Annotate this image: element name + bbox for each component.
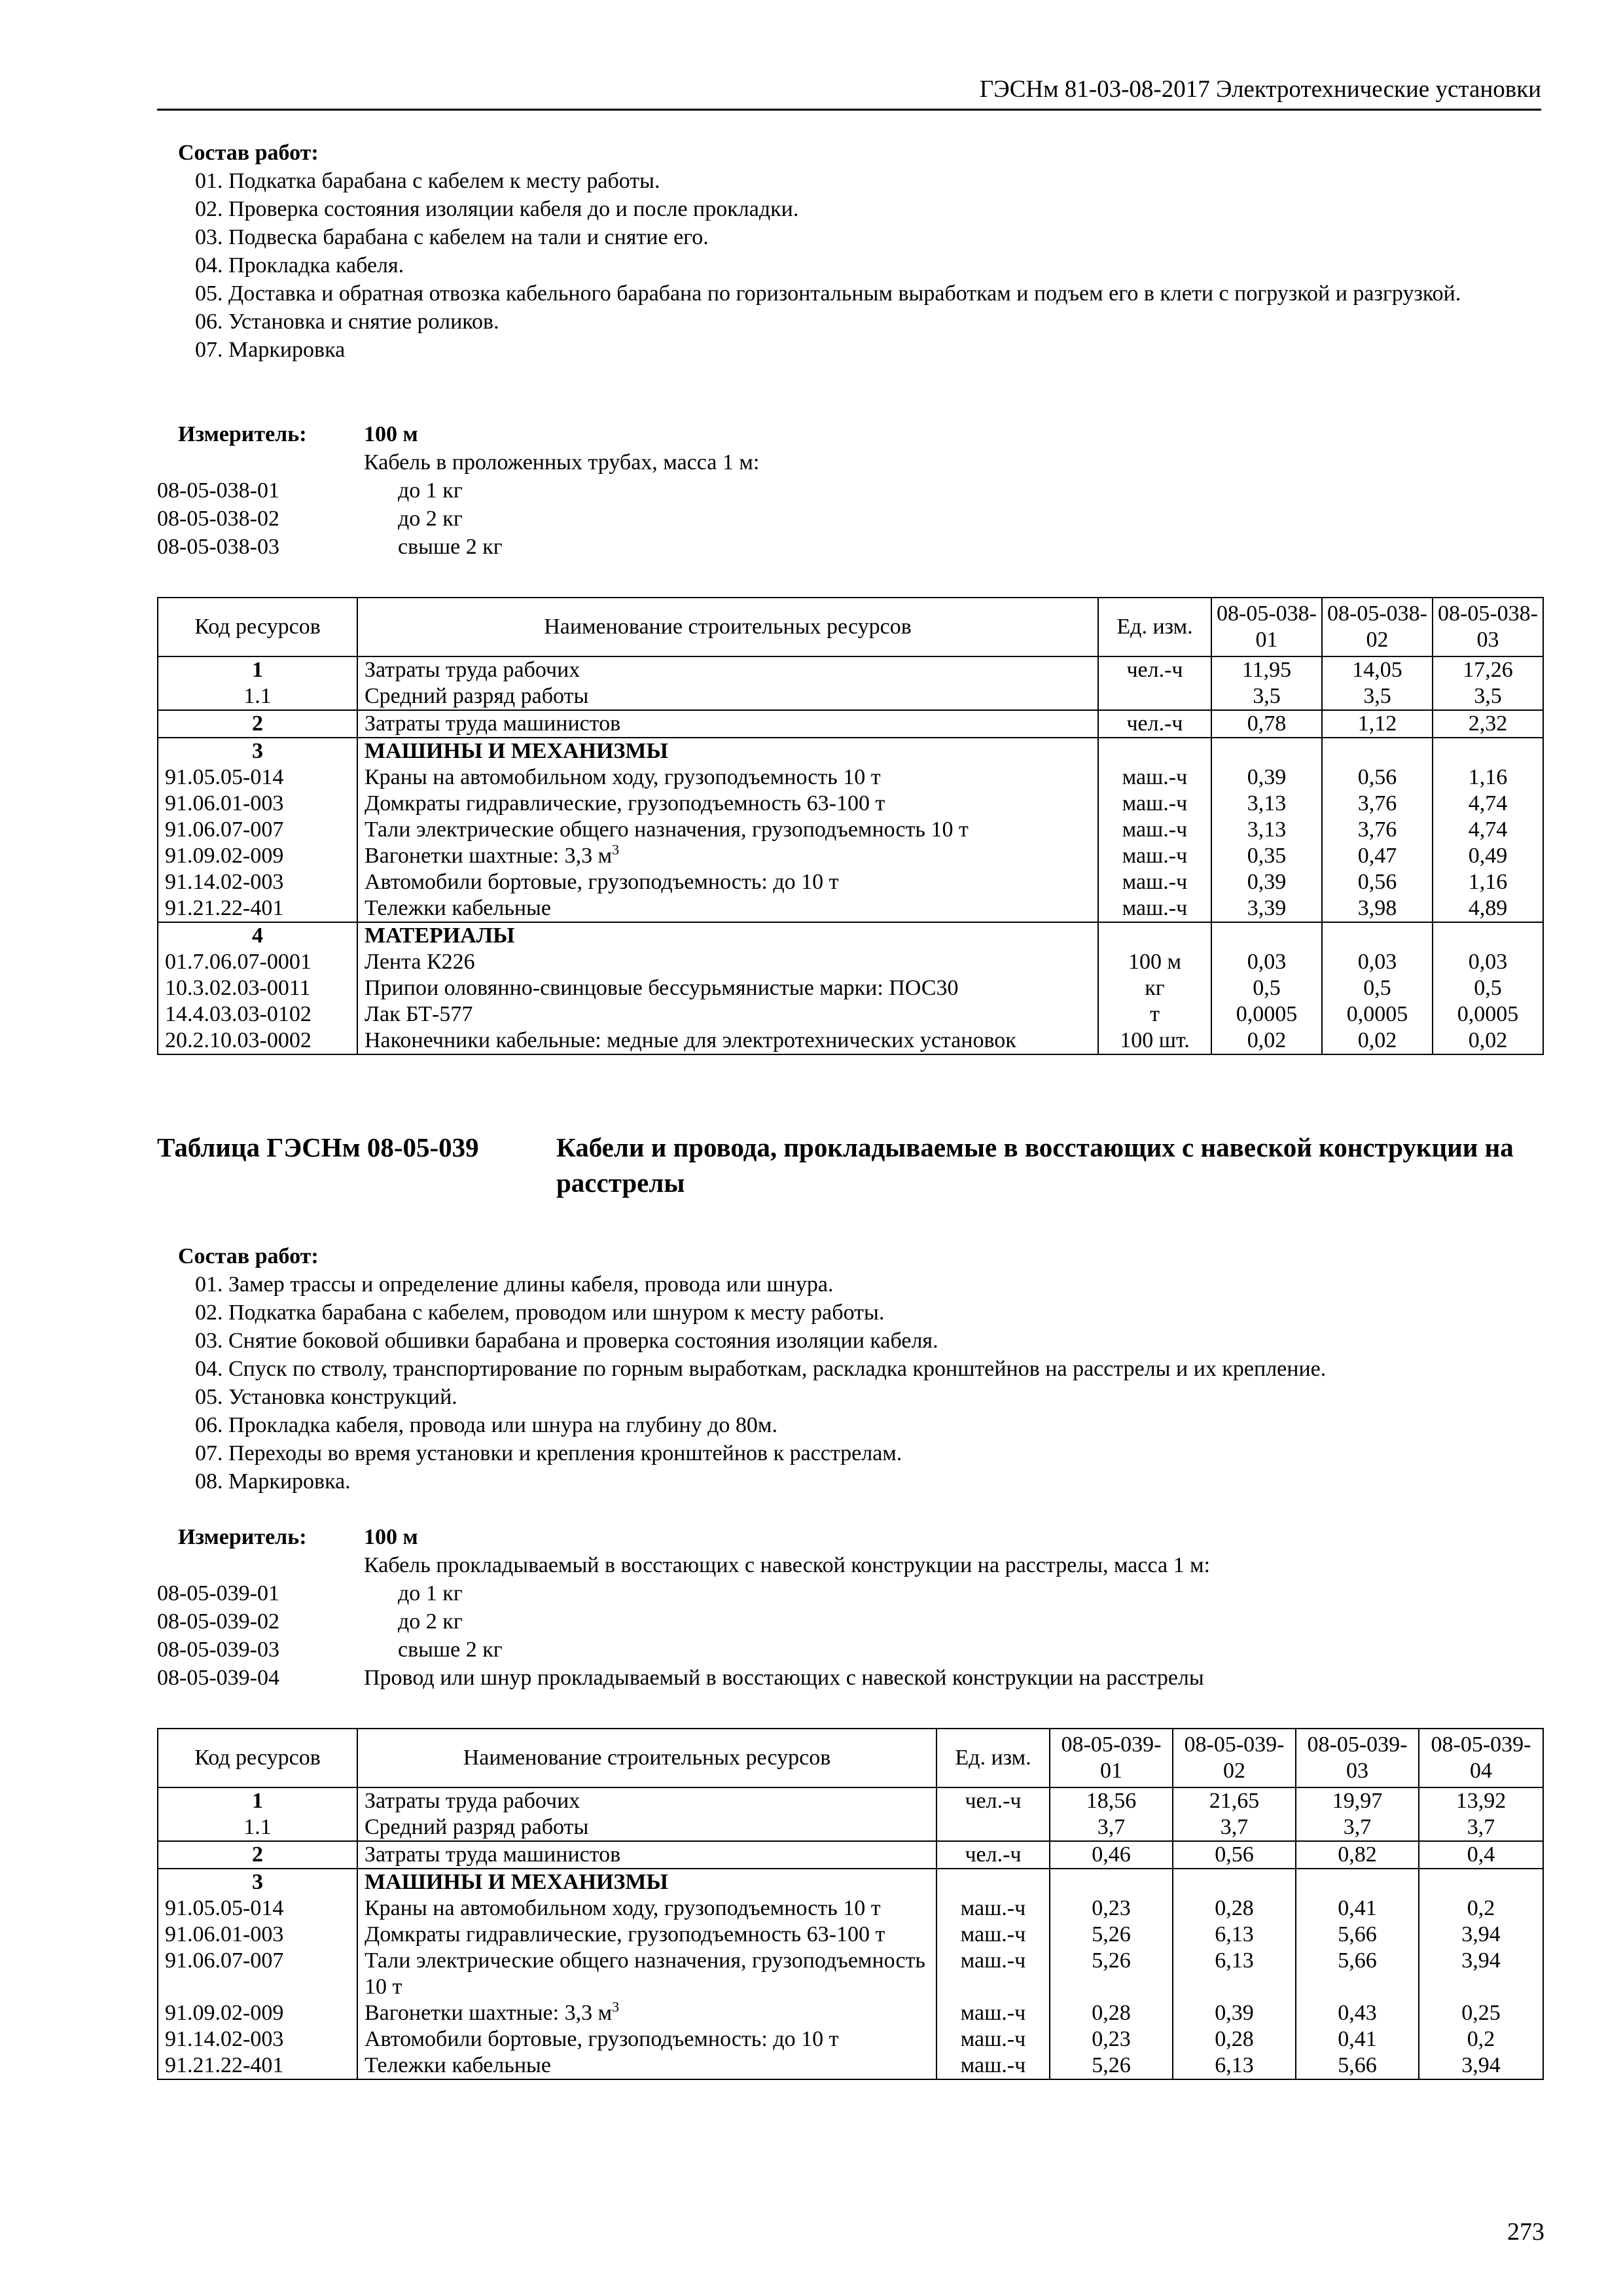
resource-value: 0,39	[1211, 869, 1322, 895]
resource-name	[357, 895, 1098, 922]
table-row	[158, 1841, 1543, 1869]
resource-code: 91.05.05-014	[158, 764, 357, 791]
column-header: Код ресурсов	[158, 1729, 357, 1787]
resource-name	[357, 2000, 936, 2026]
resource-name	[357, 2053, 936, 2079]
resource-code: 91.05.05-014	[158, 1895, 357, 1922]
resource-name-text: Припои оловянно-свинцовые бессурьмянистые марки: ПОС30	[365, 976, 959, 1000]
resource-value: 3,94	[1419, 2053, 1543, 2079]
table-row	[158, 869, 1543, 895]
table-row	[158, 1787, 1543, 1814]
table-row	[158, 817, 1543, 843]
column-header: 08-05-038-01	[1211, 598, 1322, 656]
resource-value: 0,4	[1419, 1841, 1543, 1869]
resource-value: 0,23	[1050, 2026, 1173, 2053]
resource-code: 2	[158, 1841, 357, 1869]
resource-value: 3,98	[1322, 895, 1433, 922]
resource-value: 0,02	[1322, 1028, 1433, 1054]
table-row	[158, 1001, 1543, 1028]
resource-value: 0,0005	[1433, 1001, 1543, 1028]
resource-name-text: МАШИНЫ И МЕХАНИЗМЫ	[365, 1870, 668, 1894]
table-row	[158, 2053, 1543, 2079]
variant-row	[157, 533, 1551, 561]
variant-description: Провод или шнур прокладываемый в восстающих с навеской конструкции на расстрелы	[364, 1666, 1204, 1690]
resource-code: 91.21.22-401	[158, 2053, 357, 2079]
resource-value: 11,95	[1211, 656, 1322, 683]
table-row	[158, 1895, 1543, 1922]
resource-name-text: Лента К226	[365, 950, 475, 974]
resource-name	[357, 1948, 936, 2000]
resource-value: 0,03	[1211, 949, 1322, 975]
variant-code: 08-05-038-03	[157, 535, 279, 559]
work-item: 07. Маркировка	[195, 338, 346, 362]
resource-value: 0,02	[1433, 1028, 1543, 1054]
variant-code: 08-05-039-04	[157, 1666, 279, 1690]
resource-code: 1.1	[158, 1814, 357, 1841]
resource-value: 4,74	[1433, 817, 1543, 843]
resource-code: 91.21.22-401	[158, 895, 357, 922]
resource-value: 4,74	[1433, 791, 1543, 817]
resource-name-text: Затраты труда машинистов	[365, 711, 621, 736]
table-row	[158, 1922, 1543, 1948]
resource-name-text: Тали электрические общего назначения, грузоподъемность 10 т	[365, 1948, 925, 1999]
resource-value: 0,43	[1296, 2000, 1419, 2026]
group-description-row	[157, 448, 1551, 476]
resource-code: 3	[158, 1869, 357, 1895]
resource-name	[357, 1028, 1098, 1054]
work-item: 01. Замер трассы и определение длины кабеля, провода или шнура.	[195, 1272, 834, 1297]
work-item: 05. Доставка и обратная отвозка кабельного барабана по горизонтальным выработкам и подъем его в клети с погрузкой и разгрузкой.	[195, 281, 1461, 306]
resource-name-text: Затраты труда машинистов	[365, 1842, 621, 1867]
resource-name-text: Средний разряд работы	[365, 1815, 589, 1839]
table-row	[158, 1814, 1543, 1841]
resource-value: 6,13	[1173, 1922, 1296, 1948]
resource-code: 14.4.03.03-0102	[158, 1001, 357, 1028]
resource-code: 1.1	[158, 683, 357, 710]
work-item: 06. Установка и снятие роликов.	[195, 310, 499, 334]
resource-value: 3,7	[1419, 1814, 1543, 1841]
table-row	[158, 656, 1543, 683]
column-header: 08-05-038-02	[1322, 598, 1433, 656]
section1	[157, 139, 1551, 364]
work-composition-list	[157, 167, 1551, 364]
table-row	[158, 791, 1543, 817]
resource-value: 17,26	[1433, 656, 1543, 683]
column-header: Наименование строительных ресурсов	[357, 598, 1098, 656]
group-description: Кабель в проложенных трубах, масса 1 м:	[364, 450, 760, 475]
resource-value: 3,76	[1322, 817, 1433, 843]
superscript: 3	[612, 841, 620, 858]
variant-row	[157, 1664, 1551, 1692]
resource-value: 0,35	[1211, 843, 1322, 869]
resource-value: 0,5	[1211, 975, 1322, 1001]
resource-value	[1296, 1869, 1419, 1895]
resource-name-text: Автомобили бортовые, грузоподъемность: до 10 т	[365, 870, 839, 894]
resource-value: 14,05	[1322, 656, 1433, 683]
resource-value: 3,5	[1322, 683, 1433, 710]
resource-value: 2,32	[1433, 710, 1543, 738]
resource-name-text: Краны на автомобильном ходу, грузоподъемность 10 т	[365, 1896, 881, 1920]
resource-value: 0,28	[1050, 2000, 1173, 2026]
section2	[157, 1242, 1551, 1496]
table-row	[158, 683, 1543, 710]
table-row	[158, 710, 1543, 738]
resource-code: 01.7.06.07-0001	[158, 949, 357, 975]
resource-value: 5,26	[1050, 2053, 1173, 2079]
resource-name-text: Тали электрические общего назначения, грузоподъемность 10 т	[365, 817, 969, 842]
resource-value: 5,26	[1050, 1948, 1173, 2000]
work-item: 02. Подкатка барабана с кабелем, проводом или шнуром к месту работы.	[195, 1300, 885, 1325]
resource-unit: маш.-ч	[936, 1948, 1050, 2000]
superscript: 3	[612, 1998, 620, 2015]
resource-unit: чел.-ч	[1098, 710, 1211, 738]
table-row	[158, 895, 1543, 922]
resource-code: 3	[158, 738, 357, 764]
variant-code: 08-05-039-02	[157, 1609, 279, 1634]
column-header: 08-05-039-02	[1173, 1729, 1296, 1787]
variant-row	[157, 1636, 1551, 1664]
meter-value: 100 м	[364, 422, 418, 446]
resource-value	[1433, 738, 1543, 764]
resource-value: 0,25	[1419, 2000, 1543, 2026]
resource-value: 0,03	[1433, 949, 1543, 975]
meter-row	[157, 420, 1551, 448]
resource-value: 1,16	[1433, 869, 1543, 895]
resource-name-text: Домкраты гидравлические, грузоподъемность 63-100 т	[365, 791, 885, 816]
resource-value: 6,13	[1173, 2053, 1296, 2079]
resource-name	[357, 1869, 936, 1895]
column-header: Ед. изм.	[936, 1729, 1050, 1787]
resource-value: 0,5	[1322, 975, 1433, 1001]
resource-value: 0,5	[1433, 975, 1543, 1001]
resource-code: 91.09.02-009	[158, 2000, 357, 2026]
resource-name	[357, 1787, 936, 1814]
resource-name	[357, 1001, 1098, 1028]
resource-code: 10.3.02.03-0011	[158, 975, 357, 1001]
resource-name	[357, 949, 1098, 975]
resource-name	[357, 791, 1098, 817]
meter-label: Измеритель:	[178, 1525, 307, 1549]
resource-name	[357, 738, 1098, 764]
variant-description: до 2 кг	[398, 1609, 463, 1634]
resource-unit: чел.-ч	[936, 1841, 1050, 1869]
variant-description: свыше 2 кг	[398, 1638, 503, 1662]
column-header: 08-05-038-03	[1433, 598, 1543, 656]
resource-name-text: Вагонетки шахтные: 3,3 м	[365, 2001, 613, 2025]
resource-value: 5,66	[1296, 2053, 1419, 2079]
resource-name	[357, 869, 1098, 895]
table-row	[158, 922, 1543, 949]
resource-name-text: МАТЕРИАЛЫ	[365, 924, 515, 948]
resource-value: 0,41	[1296, 1895, 1419, 1922]
resource-code: 1	[158, 1787, 357, 1814]
column-header: 08-05-039-04	[1419, 1729, 1543, 1787]
resource-unit	[1098, 922, 1211, 949]
resource-unit: чел.-ч	[936, 1787, 1050, 1814]
resource-value: 5,66	[1296, 1948, 1419, 2000]
variant-row	[157, 476, 1551, 505]
resource-name	[357, 656, 1098, 683]
resource-unit	[1098, 738, 1211, 764]
resource-value: 0,23	[1050, 1895, 1173, 1922]
work-item: 04. Прокладка кабеля.	[195, 253, 404, 278]
variant-row	[157, 1607, 1551, 1636]
column-header: 08-05-039-03	[1296, 1729, 1419, 1787]
meter-row	[157, 1523, 1551, 1551]
resource-name	[357, 1922, 936, 1948]
variant-list	[157, 476, 1551, 561]
resource-value: 0,49	[1433, 843, 1543, 869]
table-title-name: Кабели и провода, прокладываемые в восстающих с навеской конструкции на расстрелы	[556, 1132, 1514, 1198]
resource-name	[357, 710, 1098, 738]
resource-name-text: Домкраты гидравлические, грузоподъемность 63-100 т	[365, 1922, 885, 1946]
resource-value: 3,5	[1433, 683, 1543, 710]
table-row	[158, 1948, 1543, 2000]
resource-value: 0,2	[1419, 2026, 1543, 2053]
resource-name	[357, 843, 1098, 869]
resource-name-text: Автомобили бортовые, грузоподъемность: до 10 т	[365, 2027, 839, 2051]
variant-description: до 1 кг	[398, 478, 463, 503]
resource-unit	[1098, 683, 1211, 710]
resource-value	[1050, 1869, 1173, 1895]
resource-code: 91.06.07-007	[158, 1948, 357, 2000]
resource-name	[357, 683, 1098, 710]
resource-name-text: Затраты труда рабочих	[365, 1789, 580, 1813]
resource-name-text: Тележки кабельные	[365, 896, 551, 920]
resource-code: 91.09.02-009	[158, 843, 357, 869]
resource-code: 2	[158, 710, 357, 738]
work-item: 01. Подкатка барабана с кабелем к месту работы.	[195, 169, 660, 193]
resource-value: 3,13	[1211, 817, 1322, 843]
resource-value: 3,7	[1050, 1814, 1173, 1841]
resource-name-text: Лак БТ-577	[365, 1002, 473, 1026]
work-composition-label: Состав работ:	[178, 141, 319, 165]
running-header: ГЭСНм 81-03-08-2017 Электротехнические установки	[157, 73, 1541, 111]
resource-unit: маш.-ч	[1098, 869, 1211, 895]
resource-value	[1211, 738, 1322, 764]
variant-list	[157, 1579, 1551, 1692]
resource-unit: маш.-ч	[936, 2026, 1050, 2053]
meter-label: Измеритель:	[178, 422, 307, 446]
work-item: 03. Снятие боковой обшивки барабана и проверка состояния изоляции кабеля.	[195, 1329, 938, 1353]
work-item: 02. Проверка состояния изоляции кабеля до и после прокладки.	[195, 197, 799, 221]
resource-code: 91.06.07-007	[158, 817, 357, 843]
work-item: 05. Установка конструкций.	[195, 1385, 457, 1409]
resource-name	[357, 1895, 936, 1922]
resource-unit: маш.-ч	[1098, 843, 1211, 869]
table-row	[158, 2026, 1543, 2053]
resource-value: 0,28	[1173, 1895, 1296, 1922]
resource-value: 0,78	[1211, 710, 1322, 738]
resource-code: 91.14.02-003	[158, 2026, 357, 2053]
resource-name	[357, 1841, 936, 1869]
resource-value: 0,39	[1173, 2000, 1296, 2026]
resource-name-text: МАШИНЫ И МЕХАНИЗМЫ	[365, 739, 668, 763]
resource-unit	[936, 1869, 1050, 1895]
column-header: Код ресурсов	[158, 598, 357, 656]
resource-name	[357, 1814, 936, 1841]
resource-name	[357, 2026, 936, 2053]
resource-unit: маш.-ч	[1098, 817, 1211, 843]
group-description: Кабель прокладываемый в восстающих с навеской конструкции на расстрелы, масса 1 м:	[364, 1553, 1211, 1577]
resource-value: 0,41	[1296, 2026, 1419, 2053]
resource-value: 6,13	[1173, 1948, 1296, 2000]
table-header-row	[158, 598, 1543, 656]
variant-row	[157, 1579, 1551, 1607]
resource-name	[357, 975, 1098, 1001]
resource-value: 3,39	[1211, 895, 1322, 922]
resource-value: 0,56	[1173, 1841, 1296, 1869]
table-row	[158, 975, 1543, 1001]
column-header: 08-05-039-01	[1050, 1729, 1173, 1787]
variant-code: 08-05-039-03	[157, 1638, 279, 1662]
table-title	[157, 1130, 1551, 1200]
resource-value	[1211, 922, 1322, 949]
work-item: 07. Переходы во время установки и крепления кронштейнов к расстрелам.	[195, 1441, 902, 1465]
resource-code: 91.06.01-003	[158, 1922, 357, 1948]
resource-unit: маш.-ч	[1098, 764, 1211, 791]
variant-code: 08-05-039-01	[157, 1581, 279, 1605]
variant-row	[157, 505, 1551, 533]
resource-value: 3,94	[1419, 1922, 1543, 1948]
table-title-code: Таблица ГЭСНм 08-05-039	[157, 1132, 479, 1162]
resource-value: 0,82	[1296, 1841, 1419, 1869]
resource-name-text: Наконечники кабельные: медные для электротехнических установок	[365, 1028, 1016, 1052]
resource-unit: чел.-ч	[1098, 656, 1211, 683]
page-number: 273	[1507, 2218, 1544, 2246]
resource-value: 4,89	[1433, 895, 1543, 922]
resource-value	[1322, 922, 1433, 949]
resource-value: 0,47	[1322, 843, 1433, 869]
table-row	[158, 949, 1543, 975]
resource-value: 3,7	[1296, 1814, 1419, 1841]
resource-value: 0,0005	[1322, 1001, 1433, 1028]
resource-unit: маш.-ч	[936, 2000, 1050, 2026]
resource-unit	[936, 1814, 1050, 1841]
resource-value: 3,13	[1211, 791, 1322, 817]
resource-unit: маш.-ч	[936, 1895, 1050, 1922]
resource-code: 1	[158, 656, 357, 683]
resource-name-text: Средний разряд работы	[365, 684, 589, 708]
resource-value: 0,02	[1211, 1028, 1322, 1054]
resource-value: 19,97	[1296, 1787, 1419, 1814]
resource-unit: маш.-ч	[1098, 895, 1211, 922]
resource-value	[1433, 922, 1543, 949]
table-row	[158, 2000, 1543, 2026]
resource-value: 3,7	[1173, 1814, 1296, 1841]
table-row	[158, 764, 1543, 791]
resource-name	[357, 764, 1098, 791]
resource-value: 5,26	[1050, 1922, 1173, 1948]
resource-name-text: Вагонетки шахтные: 3,3 м	[365, 844, 613, 868]
resource-value: 0,2	[1419, 1895, 1543, 1922]
resource-name	[357, 922, 1098, 949]
resource-unit: т	[1098, 1001, 1211, 1028]
resource-value: 0,03	[1322, 949, 1433, 975]
resource-value: 3,94	[1419, 1948, 1543, 2000]
resource-value: 5,66	[1296, 1922, 1419, 1948]
resource-code: 4	[158, 922, 357, 949]
work-item: 03. Подвеска барабана с кабелем на тали и снятие его.	[195, 225, 709, 249]
column-header: Наименование строительных ресурсов	[357, 1729, 936, 1787]
resource-name-text: Тележки кабельные	[365, 2053, 551, 2077]
resource-unit: 100 шт.	[1098, 1028, 1211, 1054]
resource-value: 0,56	[1322, 869, 1433, 895]
resource-table-039	[157, 1728, 1544, 2080]
table-row	[158, 738, 1543, 764]
variant-code: 08-05-038-02	[157, 507, 279, 531]
resource-value: 0,39	[1211, 764, 1322, 791]
resource-code: 91.06.01-003	[158, 791, 357, 817]
resource-value	[1322, 738, 1433, 764]
resource-value: 0,56	[1322, 764, 1433, 791]
work-composition-label: Состав работ:	[178, 1244, 319, 1268]
variant-description: до 2 кг	[398, 507, 463, 531]
group-description-row	[157, 1551, 1551, 1579]
resource-unit: маш.-ч	[936, 1922, 1050, 1948]
resource-unit: маш.-ч	[1098, 791, 1211, 817]
work-item: 04. Спуск по стволу, транспортирование по горным выработкам, раскладка кронштейнов на расстрелы и их крепление.	[195, 1357, 1327, 1381]
resource-unit: маш.-ч	[936, 2053, 1050, 2079]
table-header-row	[158, 1729, 1543, 1787]
resource-value: 1,12	[1322, 710, 1433, 738]
variant-description: свыше 2 кг	[398, 535, 503, 559]
resource-value	[1173, 1869, 1296, 1895]
table-row	[158, 843, 1543, 869]
table-row	[158, 1869, 1543, 1895]
work-item: 08. Маркировка.	[195, 1469, 351, 1494]
meter-value: 100 м	[364, 1525, 418, 1549]
resource-value: 0,28	[1173, 2026, 1296, 2053]
resource-code: 91.14.02-003	[158, 869, 357, 895]
resource-name-text: Затраты труда рабочих	[365, 658, 580, 682]
resource-value: 0,46	[1050, 1841, 1173, 1869]
resource-value: 0,0005	[1211, 1001, 1322, 1028]
work-item: 06. Прокладка кабеля, провода или шнура на глубину до 80м.	[195, 1413, 777, 1437]
resource-value: 18,56	[1050, 1787, 1173, 1814]
column-header: Ед. изм.	[1098, 598, 1211, 656]
resource-value	[1419, 1869, 1543, 1895]
work-composition-list	[157, 1270, 1551, 1496]
resource-name	[357, 817, 1098, 843]
resource-value: 1,16	[1433, 764, 1543, 791]
resource-value: 21,65	[1173, 1787, 1296, 1814]
resource-value: 13,92	[1419, 1787, 1543, 1814]
resource-value: 3,5	[1211, 683, 1322, 710]
variant-description: до 1 кг	[398, 1581, 463, 1605]
resource-name-text: Краны на автомобильном ходу, грузоподъемность 10 т	[365, 765, 881, 789]
resource-code: 20.2.10.03-0002	[158, 1028, 357, 1054]
section1-meter	[157, 420, 1551, 561]
table-row	[158, 1028, 1543, 1054]
variant-code: 08-05-038-01	[157, 478, 279, 503]
resource-unit: 100 м	[1098, 949, 1211, 975]
section2-meter	[157, 1523, 1551, 1692]
resource-unit: кг	[1098, 975, 1211, 1001]
resource-value: 3,76	[1322, 791, 1433, 817]
resource-table-038	[157, 597, 1544, 1055]
